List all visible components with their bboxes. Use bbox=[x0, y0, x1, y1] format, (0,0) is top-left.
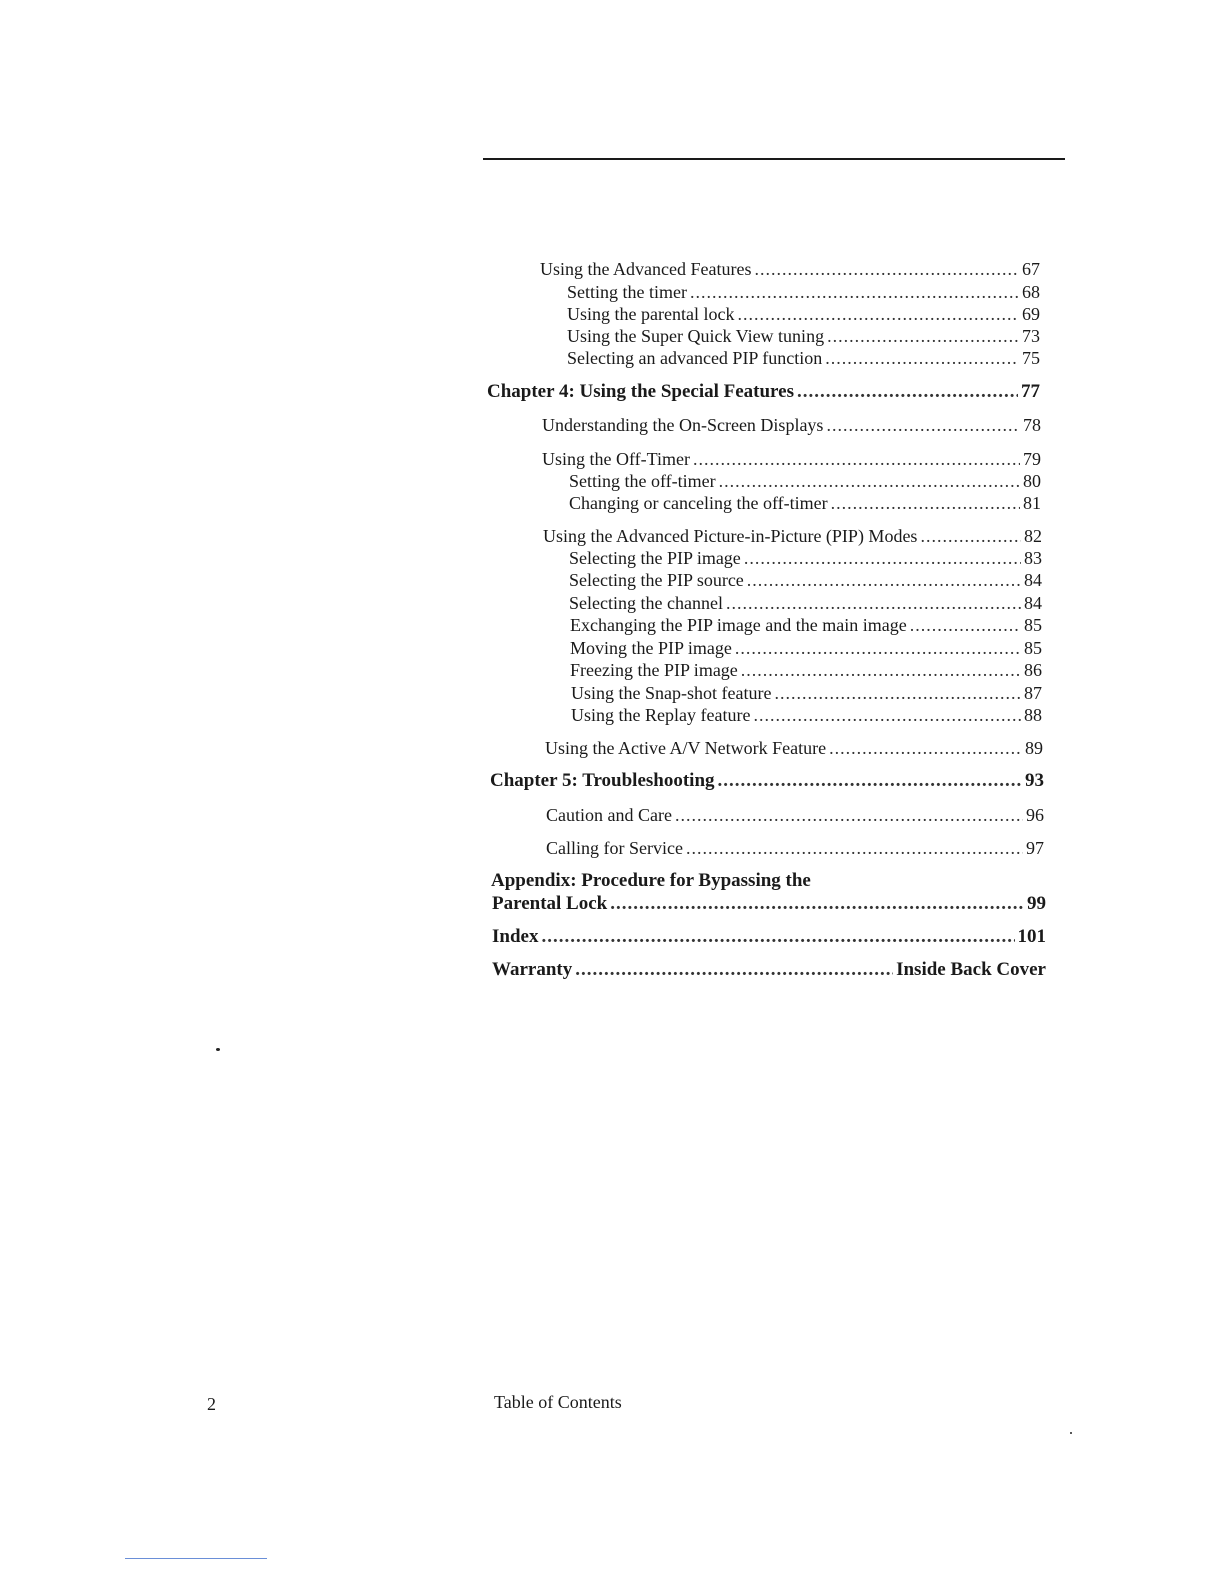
toc-entry-page: 75 bbox=[1022, 348, 1040, 368]
toc-entry-page: 85 bbox=[1024, 638, 1042, 658]
toc-entry-page: 73 bbox=[1022, 326, 1040, 346]
toc-entry-label: Selecting the PIP image bbox=[569, 548, 741, 568]
toc-chapter-entry[interactable] bbox=[487, 381, 1040, 403]
toc-entry-page: Inside Back Cover bbox=[896, 959, 1046, 980]
toc-entry[interactable] bbox=[571, 682, 1042, 704]
dot-leader bbox=[753, 704, 1021, 726]
dot-leader bbox=[754, 258, 1019, 280]
toc-entry-label: Moving the PIP image bbox=[570, 638, 732, 658]
dot-leader bbox=[726, 592, 1021, 614]
toc-entry-label: Calling for Service bbox=[546, 838, 683, 858]
dot-leader bbox=[827, 325, 1019, 347]
toc-entry-page: 99 bbox=[1027, 893, 1046, 914]
toc-entry[interactable] bbox=[545, 737, 1043, 759]
toc-entry[interactable] bbox=[567, 281, 1040, 303]
footer-section-title: Table of Contents bbox=[494, 1392, 622, 1412]
toc-warranty-entry[interactable] bbox=[492, 959, 1046, 981]
dot-leader bbox=[747, 569, 1021, 591]
toc-entry-label: Selecting an advanced PIP function bbox=[567, 348, 823, 368]
toc-entry-label: Using the Advanced Features bbox=[540, 259, 752, 279]
dot-leader bbox=[829, 737, 1022, 759]
toc-entry-page: 81 bbox=[1023, 493, 1041, 513]
toc-entry-label: Chapter 5: Troubleshooting bbox=[490, 770, 715, 791]
dot-leader bbox=[735, 637, 1021, 659]
toc-entry[interactable] bbox=[569, 470, 1041, 492]
toc-entry[interactable] bbox=[540, 258, 1040, 280]
toc-chapter-entry[interactable] bbox=[490, 770, 1044, 792]
dot-leader bbox=[737, 303, 1019, 325]
toc-entry-page: 89 bbox=[1025, 738, 1043, 758]
dot-leader bbox=[910, 614, 1021, 636]
bottom-edge-line bbox=[125, 1558, 267, 1559]
toc-entry-page: 87 bbox=[1024, 683, 1042, 703]
toc-entry-label: Selecting the PIP source bbox=[569, 570, 744, 590]
toc-entry-page: 80 bbox=[1023, 471, 1041, 491]
toc-entry-page: 83 bbox=[1024, 548, 1042, 568]
toc-entry-page: 93 bbox=[1025, 770, 1044, 791]
toc-entry[interactable] bbox=[570, 659, 1042, 681]
toc-entry-page: 69 bbox=[1022, 304, 1040, 324]
toc-entry-page: 84 bbox=[1024, 570, 1042, 590]
toc-entry-label: Using the Super Quick View tuning bbox=[567, 326, 825, 346]
toc-entry[interactable] bbox=[567, 347, 1040, 369]
toc-entry[interactable] bbox=[542, 448, 1041, 470]
dot-leader bbox=[831, 492, 1020, 514]
toc-entry-label: Using the Replay feature bbox=[571, 705, 751, 725]
dot-leader bbox=[741, 659, 1021, 681]
toc-entry-page: 84 bbox=[1024, 593, 1042, 613]
dot-leader bbox=[686, 837, 1023, 859]
toc-entry-page: 101 bbox=[1017, 926, 1046, 947]
toc-entry-label: Parental Lock bbox=[492, 893, 608, 914]
toc-entry-page: 77 bbox=[1021, 381, 1040, 402]
toc-entry-label: Chapter 4: Using the Special Features bbox=[487, 381, 794, 402]
toc-entry-page: 68 bbox=[1022, 282, 1040, 302]
toc-entry[interactable] bbox=[569, 547, 1042, 569]
toc-entry-page: 96 bbox=[1026, 805, 1044, 825]
dot-leader bbox=[610, 893, 1024, 915]
toc-entry[interactable] bbox=[570, 637, 1042, 659]
toc-entry-label: Setting the off-timer bbox=[569, 471, 716, 491]
toc-entry-page: 85 bbox=[1024, 615, 1042, 635]
toc-entry-page: 88 bbox=[1024, 705, 1042, 725]
toc-entry-label: Index bbox=[492, 926, 539, 947]
dot-leader bbox=[693, 448, 1020, 470]
toc-entry-label: Using the Off-Timer bbox=[542, 449, 690, 469]
dot-leader bbox=[797, 381, 1018, 403]
page-number: 2 bbox=[207, 1394, 216, 1414]
dot-leader bbox=[920, 525, 1021, 547]
toc-entry[interactable] bbox=[546, 804, 1044, 826]
dot-leader bbox=[774, 682, 1021, 704]
toc-entry[interactable] bbox=[571, 704, 1042, 726]
toc-entry-label: Exchanging the PIP image and the main image bbox=[570, 615, 907, 635]
toc-entry-page: 79 bbox=[1023, 449, 1041, 469]
toc-entry[interactable] bbox=[542, 414, 1041, 436]
toc-entry[interactable] bbox=[569, 492, 1041, 514]
toc-entry-label: Freezing the PIP image bbox=[570, 660, 738, 680]
toc-entry-label: Using the Active A/V Network Feature bbox=[545, 738, 827, 758]
toc-entry-page: 97 bbox=[1026, 838, 1044, 858]
scan-speck bbox=[216, 1048, 220, 1051]
dot-leader bbox=[826, 414, 1020, 436]
toc-entry-page: 82 bbox=[1024, 526, 1042, 546]
toc-entry-label: Using the Snap-shot feature bbox=[571, 683, 772, 703]
toc-entry-page: 78 bbox=[1023, 415, 1041, 435]
dot-leader bbox=[718, 770, 1022, 792]
dot-leader bbox=[744, 547, 1021, 569]
toc-entry-label: Using the Advanced Picture-in-Picture (PIP) Modes bbox=[543, 526, 918, 546]
toc-entry-label: Caution and Care bbox=[546, 805, 672, 825]
dot-leader bbox=[675, 804, 1023, 826]
toc-entry-label: Setting the timer bbox=[567, 282, 687, 302]
scan-speck bbox=[1070, 1432, 1072, 1434]
dot-leader bbox=[690, 281, 1019, 303]
toc-entry-label: Changing or canceling the off-timer bbox=[569, 493, 828, 513]
toc-entry[interactable] bbox=[546, 837, 1044, 859]
toc-entry[interactable] bbox=[567, 325, 1040, 347]
toc-index-entry[interactable] bbox=[492, 926, 1046, 948]
toc-entry[interactable] bbox=[569, 569, 1042, 591]
dot-leader bbox=[719, 470, 1020, 492]
toc-entry[interactable] bbox=[543, 525, 1042, 547]
toc-entry-label: Warranty bbox=[492, 959, 573, 980]
toc-entry-page: 67 bbox=[1022, 259, 1040, 279]
toc-appendix-title-line[interactable]: Appendix: Procedure for Bypassing the bbox=[491, 870, 811, 891]
toc-entry-label: Understanding the On-Screen Displays bbox=[542, 415, 824, 435]
dot-leader bbox=[575, 959, 893, 981]
toc-entry-page: 86 bbox=[1024, 660, 1042, 680]
toc-entry[interactable] bbox=[569, 592, 1042, 614]
toc-entry-label: Using the parental lock bbox=[567, 304, 735, 324]
dot-leader bbox=[541, 926, 1014, 948]
dot-leader bbox=[825, 347, 1019, 369]
toc-entry[interactable] bbox=[570, 614, 1042, 636]
toc-entry-label: Selecting the channel bbox=[569, 593, 723, 613]
toc-entry[interactable] bbox=[567, 303, 1040, 325]
toc-appendix-entry[interactable] bbox=[492, 893, 1046, 915]
